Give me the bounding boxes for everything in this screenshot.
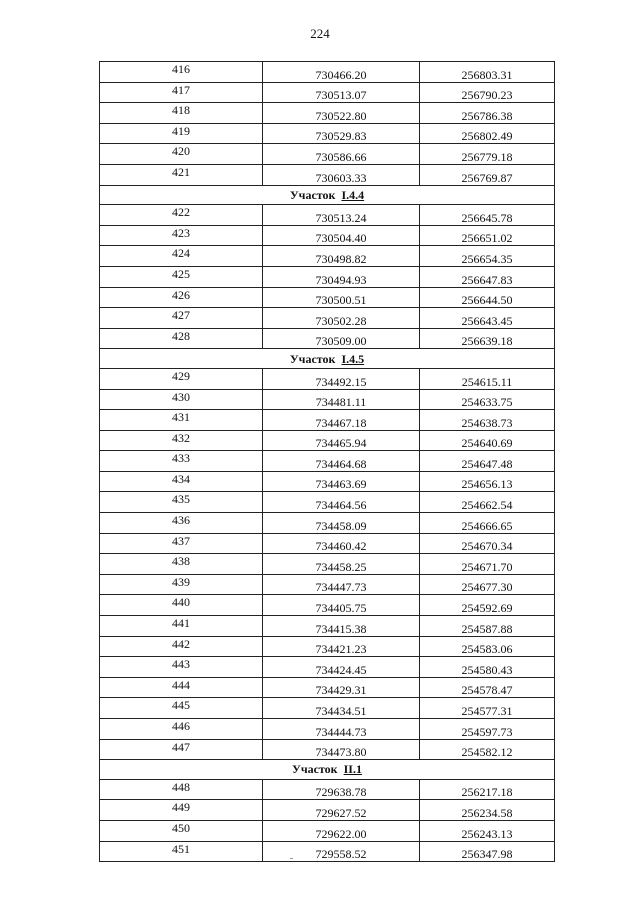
- point-number-cell: 443: [100, 657, 263, 678]
- point-number-cell: 427: [100, 308, 263, 329]
- coordinates-table-body: [100, 62, 555, 862]
- table-row: [100, 328, 555, 349]
- point-number-cell: 426: [100, 287, 263, 308]
- table-row: [100, 368, 555, 389]
- x-coordinate-cell: 734463.69: [263, 471, 420, 492]
- section-header-cell: [100, 349, 555, 369]
- x-coordinate-cell: 730513.07: [263, 82, 420, 103]
- section-code: II.1: [343, 762, 362, 777]
- x-coordinate-cell: 734458.09: [263, 513, 420, 534]
- y-coordinate-cell: 254615.11: [420, 368, 555, 389]
- y-coordinate-cell: 256645.78: [420, 205, 555, 226]
- y-coordinate-cell: 254647.48: [420, 451, 555, 472]
- point-number-cell: 421: [100, 164, 263, 185]
- table-row: [100, 62, 555, 83]
- table-row: [100, 308, 555, 329]
- y-coordinate-cell: 254656.13: [420, 471, 555, 492]
- x-coordinate-cell: 729627.52: [263, 800, 420, 821]
- point-number-cell: 445: [100, 698, 263, 719]
- x-coordinate-cell: 730586.66: [263, 144, 420, 165]
- point-number-cell: 439: [100, 574, 263, 595]
- section-code: I.4.4: [341, 187, 365, 202]
- point-number-cell: 434: [100, 471, 263, 492]
- y-coordinate-cell: 256802.49: [420, 123, 555, 144]
- y-coordinate-cell: 254592.69: [420, 595, 555, 616]
- table-row: [100, 266, 555, 287]
- y-coordinate-cell: 256639.18: [420, 328, 555, 349]
- table-row: [100, 430, 555, 451]
- x-coordinate-cell: 730509.00: [263, 328, 420, 349]
- x-coordinate-cell: 734492.15: [263, 368, 420, 389]
- x-coordinate-cell: 734424.45: [263, 657, 420, 678]
- table-row: [100, 739, 555, 760]
- table-row: [100, 225, 555, 246]
- x-coordinate-cell: 734464.68: [263, 451, 420, 472]
- point-number-cell: 431: [100, 410, 263, 431]
- point-number-cell: 447: [100, 739, 263, 760]
- y-coordinate-cell: 256654.35: [420, 246, 555, 267]
- x-coordinate-cell: 734481.11: [263, 389, 420, 410]
- x-coordinate-cell: 734460.42: [263, 533, 420, 554]
- table-row: [100, 205, 555, 226]
- x-coordinate-cell: 734465.94: [263, 430, 420, 451]
- section-code: I.4.5: [341, 351, 365, 366]
- y-coordinate-cell: 254640.69: [420, 430, 555, 451]
- scan-speck: [290, 858, 293, 859]
- y-coordinate-cell: 254583.06: [420, 636, 555, 657]
- x-coordinate-cell: 729638.78: [263, 779, 420, 800]
- section-label: Участок: [289, 187, 336, 202]
- section-header-row: [100, 185, 555, 205]
- table-row: [100, 533, 555, 554]
- y-coordinate-cell: 254670.34: [420, 533, 555, 554]
- y-coordinate-cell: 254577.31: [420, 698, 555, 719]
- y-coordinate-cell: 254666.65: [420, 513, 555, 534]
- y-coordinate-cell: 256651.02: [420, 225, 555, 246]
- point-number-cell: 438: [100, 554, 263, 575]
- y-coordinate-cell: 256803.31: [420, 62, 555, 83]
- point-number-cell: 418: [100, 103, 263, 124]
- table-row: [100, 574, 555, 595]
- point-number-cell: 430: [100, 389, 263, 410]
- y-coordinate-cell: 256790.23: [420, 82, 555, 103]
- x-coordinate-cell: 730522.80: [263, 103, 420, 124]
- table-row: [100, 389, 555, 410]
- y-coordinate-cell: 254582.12: [420, 739, 555, 760]
- point-number-cell: 436: [100, 513, 263, 534]
- x-coordinate-cell: 730504.40: [263, 225, 420, 246]
- table-row: [100, 471, 555, 492]
- y-coordinate-cell: 256643.45: [420, 308, 555, 329]
- table-row: [100, 410, 555, 431]
- y-coordinate-cell: 254580.43: [420, 657, 555, 678]
- section-label: Участок: [292, 762, 338, 777]
- point-number-cell: 449: [100, 800, 263, 821]
- point-number-cell: 451: [100, 841, 263, 862]
- table-row: [100, 698, 555, 719]
- point-number-cell: 448: [100, 779, 263, 800]
- table-row: [100, 451, 555, 472]
- table-row: [100, 820, 555, 841]
- table-row: [100, 492, 555, 513]
- table-row: [100, 554, 555, 575]
- x-coordinate-cell: 734458.25: [263, 554, 420, 575]
- table-row: [100, 164, 555, 185]
- coordinates-table: [99, 61, 555, 862]
- table-row: [100, 287, 555, 308]
- x-coordinate-cell: 730500.51: [263, 287, 420, 308]
- table-row: [100, 677, 555, 698]
- x-coordinate-cell: 734405.75: [263, 595, 420, 616]
- point-number-cell: 417: [100, 82, 263, 103]
- point-number-cell: 419: [100, 123, 263, 144]
- y-coordinate-cell: 256234.58: [420, 800, 555, 821]
- table-row: [100, 616, 555, 637]
- point-number-cell: 441: [100, 616, 263, 637]
- section-header-cell: [100, 185, 555, 205]
- point-number-cell: 433: [100, 451, 263, 472]
- point-number-cell: 442: [100, 636, 263, 657]
- x-coordinate-cell: 734421.23: [263, 636, 420, 657]
- section-header-row: [100, 349, 555, 369]
- y-coordinate-cell: 256779.18: [420, 144, 555, 165]
- y-coordinate-cell: 254662.54: [420, 492, 555, 513]
- point-number-cell: 440: [100, 595, 263, 616]
- x-coordinate-cell: 730498.82: [263, 246, 420, 267]
- y-coordinate-cell: 256217.18: [420, 779, 555, 800]
- y-coordinate-cell: 256347.98: [420, 841, 555, 862]
- x-coordinate-cell: 734464.56: [263, 492, 420, 513]
- x-coordinate-cell: 730513.24: [263, 205, 420, 226]
- point-number-cell: 416: [100, 62, 263, 83]
- table-row: [100, 800, 555, 821]
- point-number-cell: 446: [100, 719, 263, 740]
- point-number-cell: 425: [100, 266, 263, 287]
- x-coordinate-cell: 734444.73: [263, 719, 420, 740]
- x-coordinate-cell: 730466.20: [263, 62, 420, 83]
- point-number-cell: 428: [100, 328, 263, 349]
- x-coordinate-cell: 730603.33: [263, 164, 420, 185]
- point-number-cell: 444: [100, 677, 263, 698]
- y-coordinate-cell: 254597.73: [420, 719, 555, 740]
- y-coordinate-cell: 256243.13: [420, 820, 555, 841]
- point-number-cell: 420: [100, 144, 263, 165]
- point-number-cell: 432: [100, 430, 263, 451]
- point-number-cell: 429: [100, 368, 263, 389]
- table-row: [100, 595, 555, 616]
- y-coordinate-cell: 254578.47: [420, 677, 555, 698]
- section-header-row: [100, 760, 555, 780]
- page-number: 224: [310, 26, 330, 41]
- table-row: [100, 103, 555, 124]
- table-row: [100, 513, 555, 534]
- x-coordinate-cell: 729558.52: [263, 841, 420, 862]
- x-coordinate-cell: 730502.28: [263, 308, 420, 329]
- x-coordinate-cell: 734434.51: [263, 698, 420, 719]
- y-coordinate-cell: 256769.87: [420, 164, 555, 185]
- table-row: [100, 246, 555, 267]
- table-row: [100, 82, 555, 103]
- y-coordinate-cell: 256647.83: [420, 266, 555, 287]
- x-coordinate-cell: 730494.93: [263, 266, 420, 287]
- y-coordinate-cell: 256644.50: [420, 287, 555, 308]
- y-coordinate-cell: 254671.70: [420, 554, 555, 575]
- x-coordinate-cell: 734447.73: [263, 574, 420, 595]
- section-label: Участок: [289, 351, 336, 366]
- table-row: [100, 841, 555, 862]
- x-coordinate-cell: 734429.31: [263, 677, 420, 698]
- y-coordinate-cell: 254638.73: [420, 410, 555, 431]
- table-row: [100, 657, 555, 678]
- table-row: [100, 779, 555, 800]
- point-number-cell: 437: [100, 533, 263, 554]
- y-coordinate-cell: 256786.38: [420, 103, 555, 124]
- point-number-cell: 424: [100, 246, 263, 267]
- table-row: [100, 144, 555, 165]
- table-row: [100, 123, 555, 144]
- point-number-cell: 435: [100, 492, 263, 513]
- x-coordinate-cell: 734415.38: [263, 616, 420, 637]
- section-header-cell: [100, 760, 555, 780]
- x-coordinate-cell: 729622.00: [263, 820, 420, 841]
- point-number-cell: 423: [100, 225, 263, 246]
- x-coordinate-cell: 734467.18: [263, 410, 420, 431]
- point-number-cell: 450: [100, 820, 263, 841]
- y-coordinate-cell: 254677.30: [420, 574, 555, 595]
- table-row: [100, 719, 555, 740]
- y-coordinate-cell: 254587.88: [420, 616, 555, 637]
- x-coordinate-cell: 734473.80: [263, 739, 420, 760]
- y-coordinate-cell: 254633.75: [420, 389, 555, 410]
- table-row: [100, 636, 555, 657]
- x-coordinate-cell: 730529.83: [263, 123, 420, 144]
- point-number-cell: 422: [100, 205, 263, 226]
